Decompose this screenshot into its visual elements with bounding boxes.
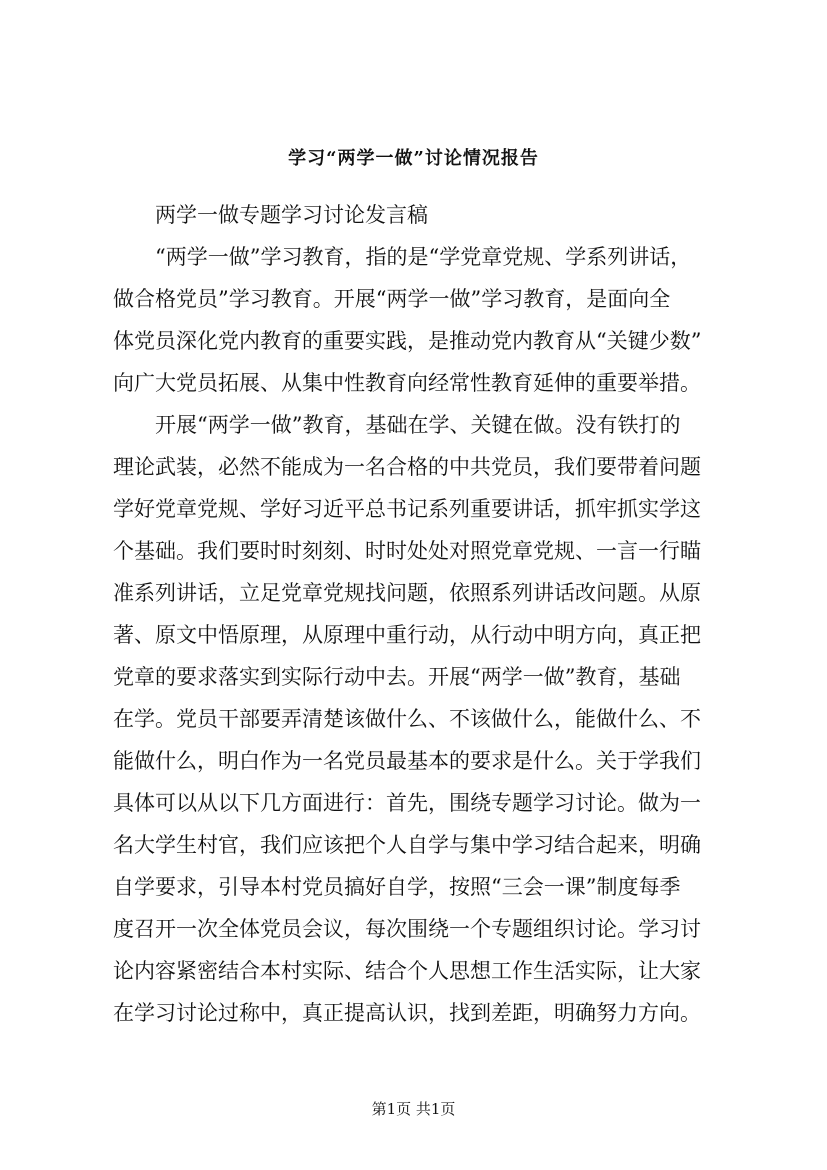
paragraph-line: 在学。党员干部要弄清楚该做什么、不该做什么，能做什么、不 xyxy=(113,707,701,731)
paragraph-line: 自学要求，引导本村党员搞好自学，按照“三会一课”制度每季 xyxy=(113,875,681,899)
paragraph-line: 能做什么，明白作为一名党员最基本的要求是什么。关于学我们 xyxy=(113,749,701,773)
paragraph-line: 名大学生村官，我们应该把个人自学与集中学习结合起来，明确 xyxy=(113,833,701,857)
paragraph-line: 论内容紧密结合本村实际、结合个人思想工作生活实际，让大家 xyxy=(113,959,701,983)
paragraph-line: 做合格党员”学习教育。开展“两学一做”学习教育，是面向全 xyxy=(113,287,671,311)
document-subtitle: 两学一做专题学习讨论发言稿 xyxy=(155,203,428,227)
paragraph-line: 学好党章党规、学好习近平总书记系列重要讲话，抓牢抓实学这 xyxy=(113,497,701,521)
page-title: 学习“两学一做”讨论情况报告 xyxy=(288,148,539,169)
page-number-footer: 第1页 共1页 xyxy=(371,1100,456,1118)
paragraph-line: 体党员深化党内教育的重要实践，是推动党内教育从“关键少数” xyxy=(113,329,702,353)
paragraph-line: 开展“两学一做”教育，基础在学、关键在做。没有铁打的 xyxy=(155,413,681,437)
paragraph-line: 准系列讲话，立足党章党规找问题，依照系列讲话改问题。从原 xyxy=(113,581,701,605)
paragraph-line: 个基础。我们要时时刻刻、时时处处对照党章党规、一言一行瞄 xyxy=(113,539,701,563)
paragraph-line: 具体可以从以下几方面进行：首先，围绕专题学习讨论。做为一 xyxy=(113,791,701,815)
paragraph-line: 向广大党员拓展、从集中性教育向经常性教育延伸的重要举措。 xyxy=(113,371,701,395)
paragraph-line: “两学一做”学习教育，指的是“学党章党规、学系列讲话， xyxy=(155,245,692,269)
document-body xyxy=(113,200,733,1034)
paragraph-line: 著、原文中悟原理，从原理中重行动，从行动中明方向，真正把 xyxy=(113,623,701,647)
paragraph-line: 度召开一次全体党员会议，每次围绕一个专题组织讨论。学习讨 xyxy=(113,917,701,941)
paragraph-line: 党章的要求落实到实际行动中去。开展“两学一做”教育，基础 xyxy=(113,665,681,689)
paragraph-line: 在学习讨论过称中，真正提高认识，找到差距，明确努力方向。 xyxy=(113,1001,701,1025)
paragraph-line: 理论武装，必然不能成为一名合格的中共党员，我们要带着问题 xyxy=(113,455,701,479)
